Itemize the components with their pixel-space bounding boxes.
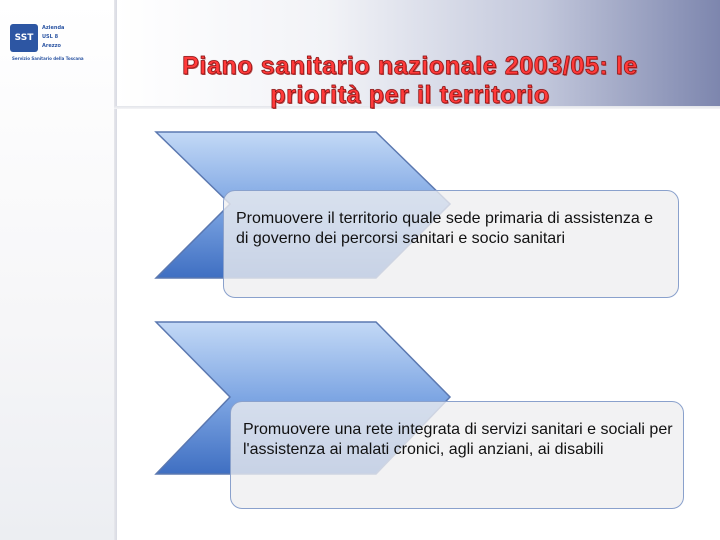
logo-line-2: USL 8 [42,34,59,40]
left-sidebar-band [0,0,115,540]
logo-badge: SST [10,24,38,52]
logo-subtitle: Servizio Sanitario della Toscana [12,56,84,61]
priority-card-1 [223,190,679,298]
slide-title [150,52,670,110]
logo-line-3: Arezzo [42,43,61,49]
priority-text-2: Promuovere una rete integrata di servizi sanitari e sociali per l'assistenza ai malati cronici, agli anziani, ai disabili [243,421,673,458]
priority-text-1: Promuovere il territorio quale sede primaria di assistenza e di governo dei percorsi sanitari e socio sanitari [236,210,654,247]
priority-card-2 [230,401,684,509]
organization-logo [10,22,85,64]
logo-line-1: Azienda [42,25,65,31]
vertical-divider [114,0,117,540]
slide-title-line-1: Piano sanitario nazionale 2003/05: le [182,52,638,80]
slide-title-line-2: priorità per il territorio [270,81,550,109]
